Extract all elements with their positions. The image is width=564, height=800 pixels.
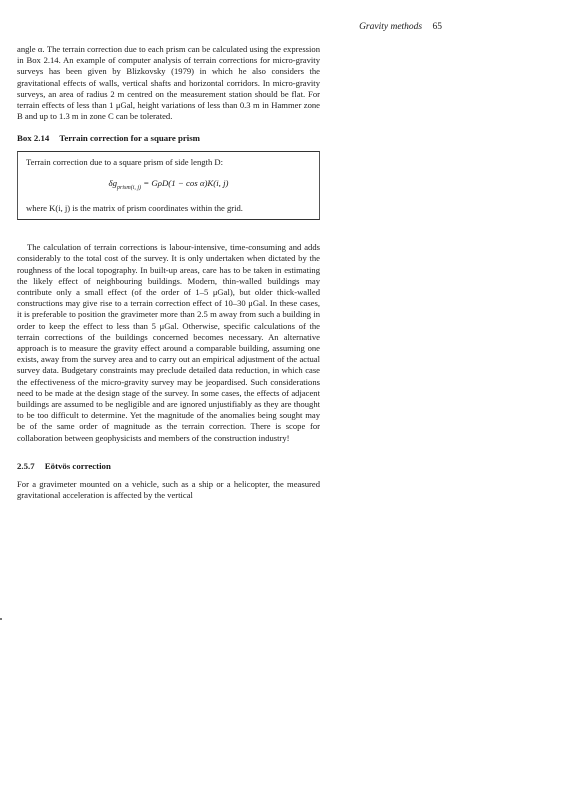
box-note: where K(i, j) is the matrix of prism coordinates within the grid. xyxy=(26,203,243,214)
paragraph-terrain-prism: angle α. The terrain correction due to each prism can be calculated using the expression in Box 2.14. An example of computer analysis of terrain corrections for micro-gravity surveys has been given by Blizkovsky (1979) in which he also considers the gravitational effects of walls, vertical shafts and horizontal corridors. In micro-gravity surveys, an area of radius 2 m centred on the measurement station should be flat. For terrain effects of less than 1 μGal, height variations of less than 0.3 m in Hammer zone B and up to 1.3 m in zone C can be tolerated. xyxy=(17,44,320,122)
section-title: Eötvös correction xyxy=(44,460,111,471)
margin-mark xyxy=(0,618,2,620)
paragraph-eotvos: For a gravimeter mounted on a vehicle, such as a ship or a helicopter, the measured gravitational acceleration is affected by the vertical xyxy=(17,478,320,501)
text-column xyxy=(17,44,320,501)
section-heading xyxy=(17,461,320,471)
box-title: Terrain correction for a square prism xyxy=(59,133,200,144)
section-number: 2.5.7 xyxy=(17,460,35,471)
box-formula xyxy=(26,178,311,194)
box-terrain-correction xyxy=(17,151,320,220)
box-intro: Terrain correction due to a square prism of side length D: xyxy=(26,157,223,168)
formula-rhs: = GρD(1 − cos α)K(i, j) xyxy=(141,178,229,189)
page-number: 65 xyxy=(432,22,442,32)
box-heading xyxy=(17,133,320,143)
running-head-title: Gravity methods xyxy=(359,22,423,32)
formula-lhs: δg xyxy=(108,178,118,189)
paragraph-building-effects: The calculation of terrain corrections is labour-intensive, time-consuming and adds considerably to the total cost of the survey. It is only undertaken when dictated by the roughness of the local topography. In built-up areas, care has to be taken in estimating the likely effect of neighbouring buildings. Modern, thin-walled buildings may contribute only a small effect (of the order of 1–5 μGal), but older thick-walled constructions may give rise to a terrain correction effect of 10–30 μGal. In these cases, it is preferable to position the gravimeter more than 2.5 m away from such a building in order to keep the effect to less than 5 μGal. Otherwise, specific calculations of the terrain corrections of the buildings concerned becomes necessary. An alternative approach is to measure the gravity effect around a comparable building, assuming one exists, away from the survey area and to carry out an empirical adjustment of the actual survey data. Budgetary constraints may preclude detailed data reduction, in which case the effectiveness of the micro-gravity survey may be jeopardised. Such considerations need to be made at the design stage of the survey. In some cases, the effects of adjacent buildings are assumed to be negligible and are ignored unjustifiably as they are thought to be too difficult to determine. Yet the magnitude of the anomalies being sought may be of the same order of magnitude as the terrain correction. There is scope for collaboration between geophysicists and members of the construction industry! xyxy=(17,242,320,443)
box-number: Box 2.14 xyxy=(17,133,50,144)
running-head xyxy=(359,22,442,32)
formula-subscript: prism(i, j) xyxy=(117,185,142,192)
